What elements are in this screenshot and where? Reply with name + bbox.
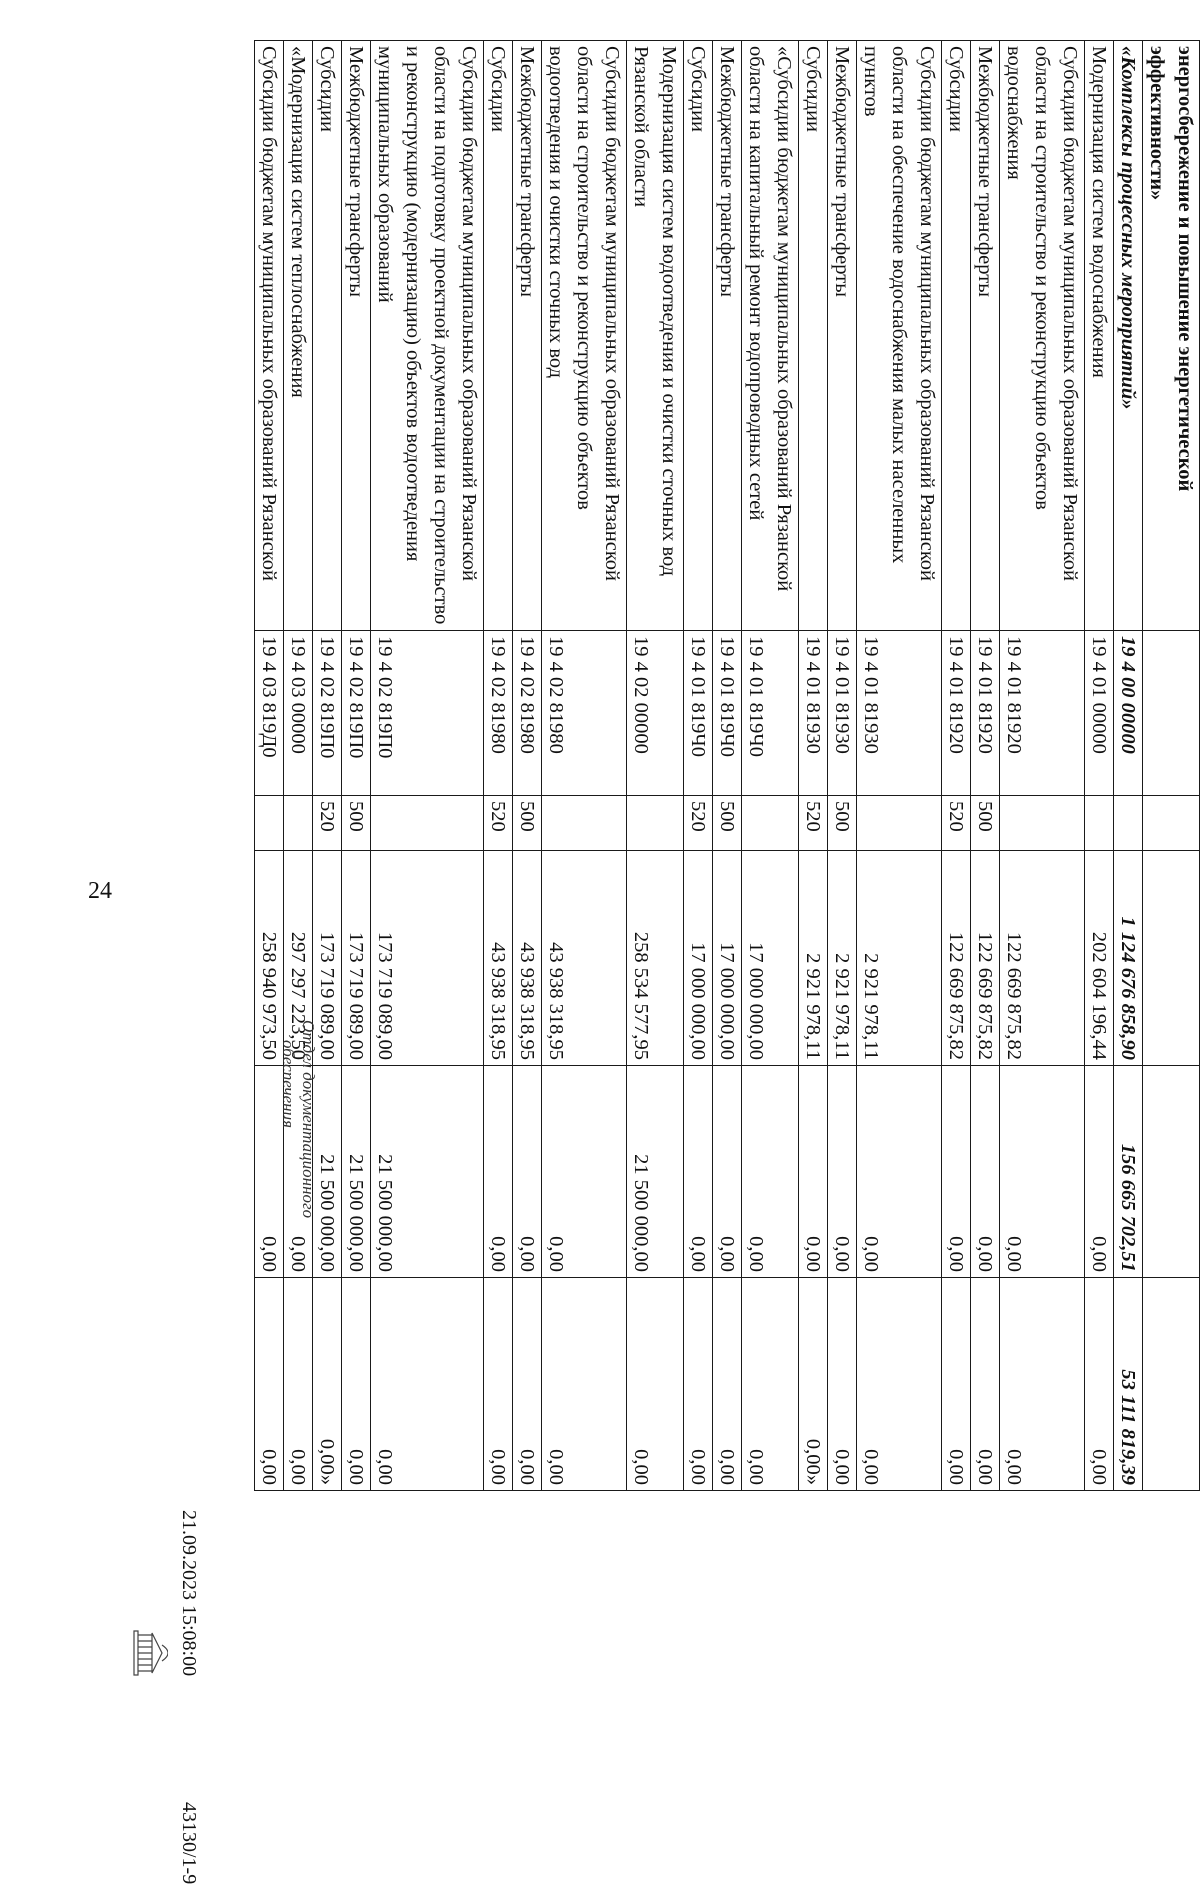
row-name-cell: Субсидии бюджетам муниципальных образований Рязанской bbox=[255, 41, 284, 631]
row-name-cell: Межбюджетные трансферты bbox=[828, 41, 857, 631]
row-amount-2025-cell: 0,00 bbox=[828, 1278, 857, 1491]
row-name-cell: Субсидии bbox=[799, 41, 828, 631]
footer-timestamp: 21.09.2023 15:08:00 bbox=[178, 1510, 200, 1677]
budget-table-body bbox=[255, 41, 1200, 1491]
row-name-cell: Субсидии бюджетам муниципальных образований Рязанской области на строительство и реконструкцию объектов водоснабжения bbox=[1000, 41, 1085, 631]
row-amount-2025-cell: 53 111 819,39 bbox=[1114, 1278, 1143, 1491]
row-amount-2024-cell: 0,00 bbox=[1000, 1066, 1085, 1278]
row-code-cell: 19 4 03 819Д0 bbox=[255, 631, 284, 796]
row-amount-2025-cell: 0,00 bbox=[342, 1278, 371, 1491]
row-expense-type-cell bbox=[1000, 796, 1085, 851]
row-amount-2023-cell: 122 669 875,82 bbox=[1000, 851, 1085, 1066]
rotated-page-content bbox=[115, 40, 1200, 1490]
row-code-cell: 19 4 02 819П0 bbox=[313, 631, 342, 796]
row-amount-2024-cell: 0,00 bbox=[255, 1066, 284, 1278]
row-expense-type-cell bbox=[542, 796, 627, 851]
table-row bbox=[1000, 41, 1085, 1491]
row-amount-2024-cell: 0,00 bbox=[484, 1066, 513, 1278]
row-name-cell: «Модернизация систем теплоснабжения bbox=[284, 41, 313, 631]
table-row bbox=[484, 41, 513, 1491]
row-amount-2023-cell: 43 938 318,95 bbox=[484, 851, 513, 1066]
table-row bbox=[542, 41, 627, 1491]
row-code-cell: 19 4 01 00000 bbox=[1085, 631, 1114, 796]
row-name-cell: Модернизация систем водоснабжения bbox=[1085, 41, 1114, 631]
row-code-cell: 19 4 01 81930 bbox=[857, 631, 942, 796]
row-code-cell: 19 4 01 81920 bbox=[942, 631, 971, 796]
row-code-cell: 19 4 01 81930 bbox=[799, 631, 828, 796]
row-amount-2024-cell: 0,00 bbox=[284, 1066, 313, 1278]
row-amount-2025-cell: 0,00» bbox=[799, 1278, 828, 1491]
table-row bbox=[627, 41, 684, 1491]
row-expense-type-cell bbox=[1085, 796, 1114, 851]
row-code-cell: 19 4 01 819Ч0 bbox=[742, 631, 799, 796]
table-row bbox=[1114, 41, 1143, 1491]
row-code-cell: 19 4 01 819Ч0 bbox=[684, 631, 713, 796]
row-code-cell: 19 4 03 00000 bbox=[284, 631, 313, 796]
row-amount-2025-cell: 0,00 bbox=[371, 1278, 484, 1491]
row-amount-2023-cell: 297 297 223,50 bbox=[284, 851, 313, 1066]
row-amount-2025-cell: 0,00 bbox=[742, 1278, 799, 1491]
row-amount-2025-cell: 0,00 bbox=[284, 1278, 313, 1491]
budget-table bbox=[254, 40, 1200, 1491]
row-amount-2023-cell: 2 921 978,11 bbox=[828, 851, 857, 1066]
row-amount-2025-cell: 0,00 bbox=[542, 1278, 627, 1491]
row-amount-2023-cell: 1 124 676 858,90 bbox=[1114, 851, 1143, 1066]
row-amount-2023-cell: 202 604 196,44 bbox=[1085, 851, 1114, 1066]
row-expense-type-cell: 520 bbox=[684, 796, 713, 851]
row-name-cell: Субсидии бюджетам муниципальных образований Рязанской области на подготовку проектной документации на строительство и реконструкцию (модернизацию) объектов водоотведения муниципальных образований bbox=[371, 41, 484, 631]
row-amount-2023-cell: 43 938 318,95 bbox=[542, 851, 627, 1066]
row-amount-2023-cell: 173 719 089,00 bbox=[371, 851, 484, 1066]
row-name-cell: «Субсидии бюджетам муниципальных образований Рязанской области на капитальный ремонт водопроводных сетей bbox=[742, 41, 799, 631]
row-amount-2024-cell: 156 665 702,51 bbox=[1114, 1066, 1143, 1278]
row-amount-2024-cell: 0,00 bbox=[971, 1066, 1000, 1278]
row-expense-type-cell bbox=[1143, 796, 1200, 851]
row-amount-2023-cell: 258 534 577,95 bbox=[627, 851, 684, 1066]
table-row bbox=[255, 41, 284, 1491]
row-amount-2023-cell: 43 938 318,95 bbox=[513, 851, 542, 1066]
table-row bbox=[828, 41, 857, 1491]
footer-stamp-line-1: Отдел документационного bbox=[299, 1020, 318, 1219]
row-amount-2024-cell: 21 500 000,00 bbox=[342, 1066, 371, 1278]
row-amount-2023-cell: 17 000 000,00 bbox=[713, 851, 742, 1066]
row-amount-2024-cell: 0,00 bbox=[1085, 1066, 1114, 1278]
table-row bbox=[284, 41, 313, 1491]
row-name-cell: Модернизация систем водоотведения и очистки сточных вод Рязанской области bbox=[627, 41, 684, 631]
row-amount-2024-cell: 0,00 bbox=[684, 1066, 713, 1278]
row-name-cell: «Комплексы процессных мероприятий» bbox=[1114, 41, 1143, 631]
row-amount-2023-cell: 17 000 000,00 bbox=[742, 851, 799, 1066]
row-amount-2025-cell: 0,00 bbox=[513, 1278, 542, 1491]
row-expense-type-cell bbox=[1114, 796, 1143, 851]
parliament-building-icon bbox=[132, 1625, 168, 1686]
row-amount-2023-cell: 173 719 089,00 bbox=[313, 851, 342, 1066]
row-name-cell: Межбюджетные трансферты bbox=[342, 41, 371, 631]
row-amount-2025-cell: 0,00 bbox=[627, 1278, 684, 1491]
row-expense-type-cell bbox=[284, 796, 313, 851]
table-row bbox=[742, 41, 799, 1491]
row-amount-2025-cell: 0,00 bbox=[484, 1278, 513, 1491]
row-name-cell: Субсидии бюджетам муниципальных образований Рязанской области на строительство и реконструкцию объектов водоотведения и очистки сточных вод bbox=[542, 41, 627, 631]
row-expense-type-cell: 520 bbox=[942, 796, 971, 851]
row-expense-type-cell: 500 bbox=[828, 796, 857, 851]
row-name-cell: Межбюджетные трансферты bbox=[513, 41, 542, 631]
row-amount-2023-cell: 17 000 000,00 bbox=[684, 851, 713, 1066]
table-row bbox=[942, 41, 971, 1491]
row-code-cell: 19 4 01 819Ч0 bbox=[713, 631, 742, 796]
table-row bbox=[799, 41, 828, 1491]
table-row bbox=[371, 41, 484, 1491]
row-amount-2025-cell: 0,00» bbox=[313, 1278, 342, 1491]
row-amount-2025-cell: 0,00 bbox=[971, 1278, 1000, 1491]
row-amount-2024-cell: 0,00 bbox=[828, 1066, 857, 1278]
table-row bbox=[713, 41, 742, 1491]
row-expense-type-cell bbox=[742, 796, 799, 851]
row-amount-2024-cell: 0,00 bbox=[542, 1066, 627, 1278]
row-expense-type-cell: 500 bbox=[713, 796, 742, 851]
row-amount-2024-cell: 0,00 bbox=[799, 1066, 828, 1278]
row-amount-2024-cell: 21 500 000,00 bbox=[313, 1066, 342, 1278]
row-amount-2024-cell: 0,00 bbox=[857, 1066, 942, 1278]
row-amount-2025-cell: 0,00 bbox=[857, 1278, 942, 1491]
row-expense-type-cell: 520 bbox=[484, 796, 513, 851]
row-amount-2024-cell bbox=[1143, 1066, 1200, 1278]
row-code-cell: 19 4 01 81930 bbox=[828, 631, 857, 796]
page-number: 24 bbox=[88, 878, 112, 904]
table-row bbox=[513, 41, 542, 1491]
row-amount-2024-cell: 0,00 bbox=[713, 1066, 742, 1278]
row-amount-2024-cell: 21 500 000,00 bbox=[627, 1066, 684, 1278]
row-code-cell bbox=[1143, 631, 1200, 796]
row-name-cell: Субсидии bbox=[684, 41, 713, 631]
row-name-cell: Субсидии bbox=[942, 41, 971, 631]
row-expense-type-cell: 520 bbox=[799, 796, 828, 851]
row-code-cell: 19 4 01 81920 bbox=[971, 631, 1000, 796]
row-amount-2025-cell: 0,00 bbox=[942, 1278, 971, 1491]
row-code-cell: 19 4 01 81920 bbox=[1000, 631, 1085, 796]
row-expense-type-cell bbox=[627, 796, 684, 851]
table-row bbox=[1143, 41, 1200, 1491]
row-amount-2025-cell: 0,00 bbox=[1000, 1278, 1085, 1491]
row-code-cell: 19 4 02 81980 bbox=[484, 631, 513, 796]
row-amount-2025-cell bbox=[1143, 1278, 1200, 1491]
table-row bbox=[971, 41, 1000, 1491]
row-expense-type-cell: 500 bbox=[971, 796, 1000, 851]
table-row bbox=[684, 41, 713, 1491]
row-code-cell: 19 4 02 819П0 bbox=[342, 631, 371, 796]
row-expense-type-cell bbox=[371, 796, 484, 851]
row-amount-2024-cell: 21 500 000,00 bbox=[371, 1066, 484, 1278]
row-amount-2023-cell: 258 940 973,50 bbox=[255, 851, 284, 1066]
row-name-cell: Субсидии bbox=[313, 41, 342, 631]
row-name-cell: энергосбережение и повышение энергетической эффективности» bbox=[1143, 41, 1200, 631]
footer-stamp-line-2: обеспечения bbox=[279, 1040, 298, 1129]
row-name-cell: Субсидии bbox=[484, 41, 513, 631]
row-expense-type-cell: 520 bbox=[313, 796, 342, 851]
row-amount-2023-cell: 122 669 875,82 bbox=[971, 851, 1000, 1066]
row-expense-type-cell bbox=[255, 796, 284, 851]
row-amount-2025-cell: 0,00 bbox=[713, 1278, 742, 1491]
table-row bbox=[857, 41, 942, 1491]
row-code-cell: 19 4 02 81980 bbox=[542, 631, 627, 796]
row-code-cell: 19 4 02 81980 bbox=[513, 631, 542, 796]
row-amount-2025-cell: 0,00 bbox=[684, 1278, 713, 1491]
row-amount-2023-cell bbox=[1143, 851, 1200, 1066]
row-expense-type-cell: 500 bbox=[342, 796, 371, 851]
row-amount-2025-cell: 0,00 bbox=[255, 1278, 284, 1491]
row-expense-type-cell bbox=[857, 796, 942, 851]
row-amount-2023-cell: 2 921 978,11 bbox=[857, 851, 942, 1066]
row-code-cell: 19 4 02 00000 bbox=[627, 631, 684, 796]
row-code-cell: 19 4 00 00000 bbox=[1114, 631, 1143, 796]
footer-document-id: 43130/1-9 bbox=[178, 1802, 200, 1884]
row-code-cell: 19 4 02 819П0 bbox=[371, 631, 484, 796]
table-row bbox=[313, 41, 342, 1491]
row-amount-2023-cell: 122 669 875,82 bbox=[942, 851, 971, 1066]
row-amount-2023-cell: 2 921 978,11 bbox=[799, 851, 828, 1066]
table-row bbox=[1085, 41, 1114, 1491]
row-name-cell: Межбюджетные трансферты bbox=[713, 41, 742, 631]
row-amount-2024-cell: 0,00 bbox=[742, 1066, 799, 1278]
row-amount-2025-cell: 0,00 bbox=[1085, 1278, 1114, 1491]
row-amount-2023-cell: 173 719 089,00 bbox=[342, 851, 371, 1066]
row-amount-2024-cell: 0,00 bbox=[942, 1066, 971, 1278]
row-expense-type-cell: 500 bbox=[513, 796, 542, 851]
row-amount-2024-cell: 0,00 bbox=[513, 1066, 542, 1278]
row-name-cell: Межбюджетные трансферты bbox=[971, 41, 1000, 631]
row-name-cell: Субсидии бюджетам муниципальных образований Рязанской области на обеспечение водоснабжения малых населенных пунктов bbox=[857, 41, 942, 631]
table-row bbox=[342, 41, 371, 1491]
